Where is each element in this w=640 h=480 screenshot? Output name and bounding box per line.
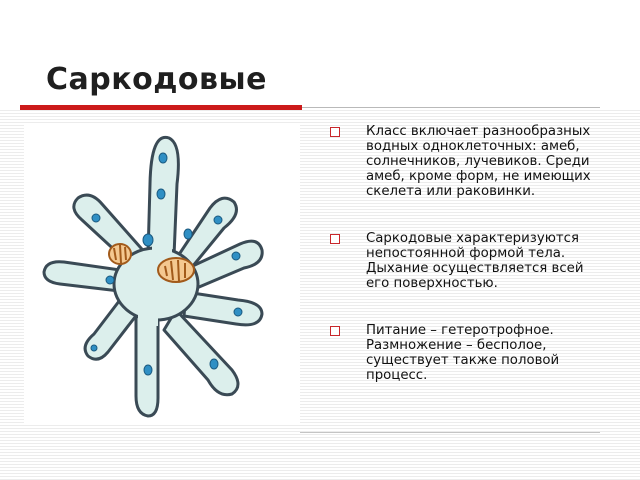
bullet-text: Питание – гетеротрофное. Размножение – бесполое, существует также половой процесс. — [366, 323, 560, 383]
amoeba-drawing — [24, 124, 300, 424]
amoeba-illustration — [24, 124, 300, 424]
bullet-item — [330, 124, 610, 199]
bullet-text: Класс включает разнообразных водных одноклеточных: амеб, солнечников, лучевиков. Среди амеб, кроме форм, не имеющих скелета или раковинки. — [366, 124, 591, 199]
square-bullet-icon — [330, 326, 340, 336]
square-bullet-icon — [330, 127, 340, 137]
organelle-left — [109, 244, 131, 264]
bullet-item — [330, 231, 610, 291]
bottom-divider — [300, 432, 600, 433]
bullet-list — [330, 124, 610, 383]
title-underline — [302, 107, 600, 108]
bullet-text: Саркодовые характеризуются непостоянной формой тела. Дыхание осуществляется всей его поверхностью. — [366, 231, 584, 291]
bullet-item — [330, 323, 610, 383]
organelle-right — [158, 258, 194, 282]
slide-title: Саркодовые — [46, 62, 268, 97]
title-underline-accent — [20, 105, 302, 110]
square-bullet-icon — [330, 234, 340, 244]
